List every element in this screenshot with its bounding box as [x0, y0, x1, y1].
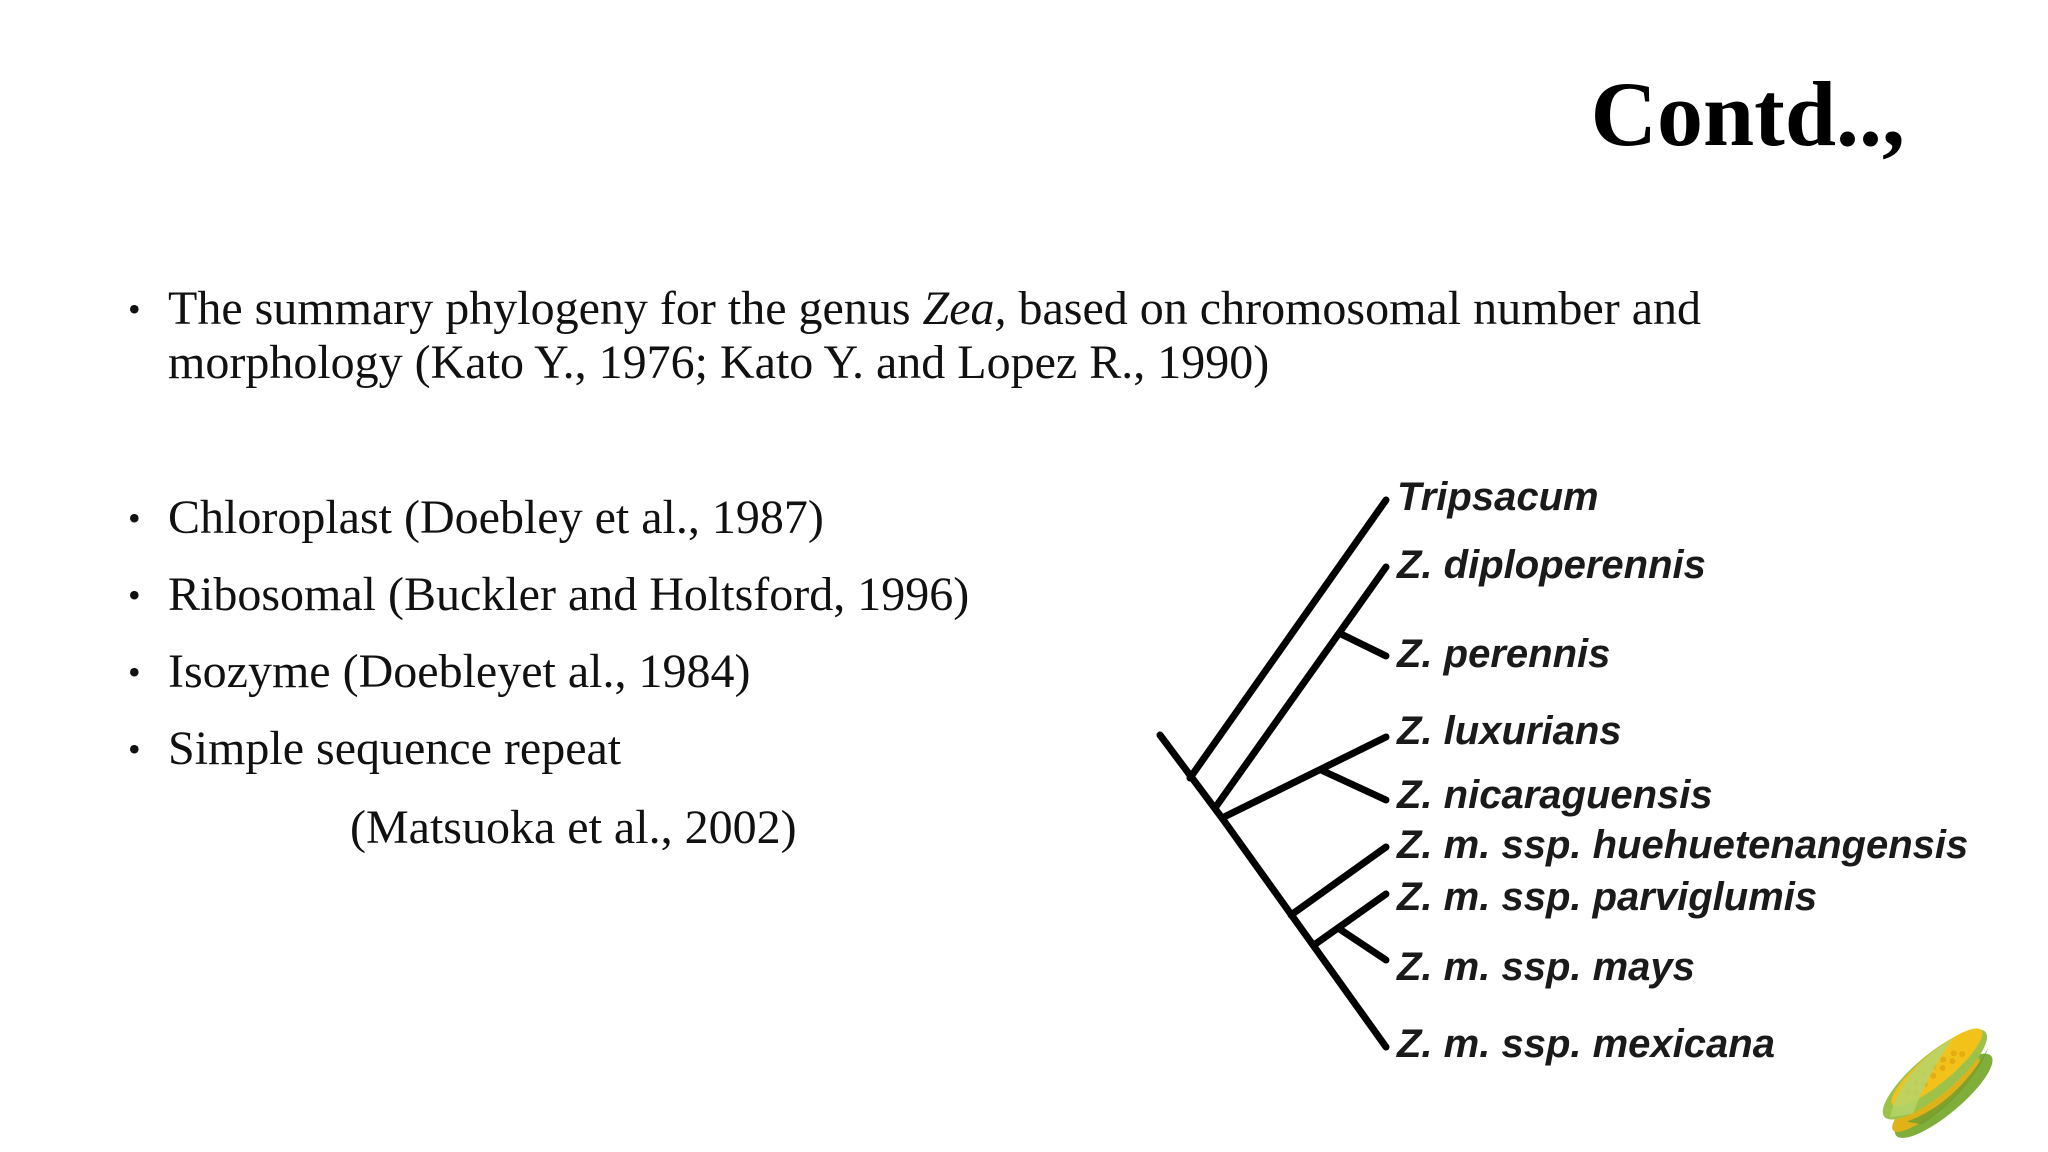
branch-nicaraguensis [1321, 770, 1386, 800]
intro-suffix: based on chromosomal number and morphology (Kato Y., 1976; Kato Y. and Lopez R., 1990) [168, 282, 1701, 389]
tree-branches [1160, 500, 1386, 1047]
corn-cobs-icon [1860, 1010, 2040, 1150]
branch-luxurians-clade [1222, 737, 1386, 818]
bullet-chloroplast: • Chloroplast (Doebley et al., 1987) [128, 491, 969, 545]
intro-prefix: The summary phylogeny for the genus [168, 282, 923, 335]
taxon-label: Z. luxurians [1397, 709, 1622, 753]
taxon-label: Z. nicaraguensis [1397, 773, 1713, 817]
bullet-isozyme: • Isozyme (Doebleyet al., 1984) [128, 645, 969, 699]
taxon-labels [1396, 475, 1968, 1066]
taxon-label: Z. m. ssp. huehuetenangensis [1397, 823, 1969, 867]
taxon-label: Z. m. ssp. mexicana [1397, 1022, 1775, 1066]
trunk-lower [1222, 818, 1386, 1047]
branch-perennis [1341, 634, 1386, 656]
genus-name: Zea, [922, 282, 1007, 335]
bullet-ssr: • Simple sequence repeat [128, 722, 969, 776]
taxon-label: Z. diploperennis [1397, 543, 1706, 587]
branch-mays [1338, 928, 1386, 960]
slide-title: Contd.., [1590, 63, 1905, 165]
branch-perennial-clade [1215, 567, 1386, 808]
taxon-label: Z. m. ssp. parviglumis [1397, 875, 1818, 919]
taxon-label: Z. m. ssp. mays [1397, 945, 1695, 989]
taxon-label: Tripsacum [1397, 475, 1599, 519]
bullet-ribosomal: • Ribosomal (Buckler and Holtsford, 1996) [128, 568, 969, 622]
taxon-label: Z. perennis [1397, 632, 1611, 676]
ssr-citation: (Matsuoka et al., 2002) [350, 801, 797, 854]
